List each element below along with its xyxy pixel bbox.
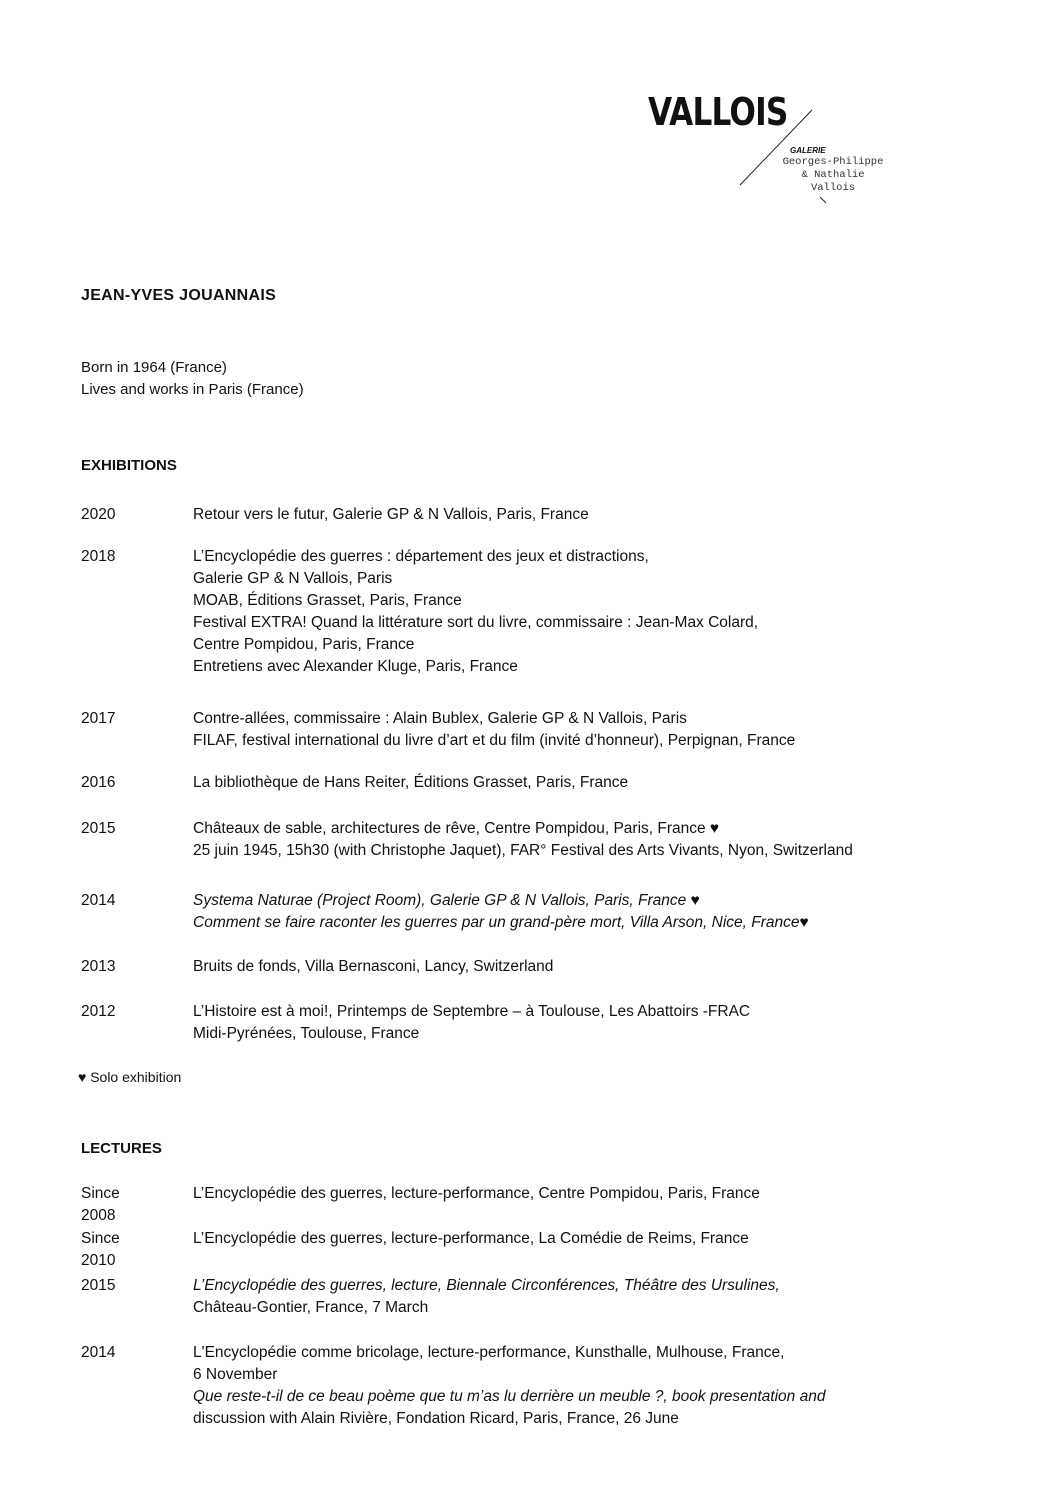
- bio-line: Born in 1964 (France): [81, 359, 227, 376]
- entry-lines: [193, 546, 758, 678]
- entry-line: L’Encyclopédie des guerres : département des jeux et distractions,: [193, 548, 649, 565]
- artist-bio: [81, 357, 304, 401]
- logo-slash-lines: [640, 90, 900, 220]
- entry-line: Centre Pompidou, Paris, France: [193, 636, 415, 653]
- lectures-heading: LECTURES: [81, 1140, 162, 1157]
- entry-line: discussion with Alain Rivière, Fondation Ricard, Paris, France, 26 June: [193, 1410, 679, 1427]
- entry-line: L’Encyclopédie des guerres, lecture-performance, La Comédie de Reims, France: [193, 1230, 749, 1247]
- entry-year: Since 2008: [81, 1185, 120, 1224]
- logo-gallery-names: [778, 156, 888, 195]
- entry-lines: [193, 1342, 825, 1430]
- entry-lines: [193, 818, 853, 862]
- entry-line: Galerie GP & N Vallois, Paris: [193, 570, 393, 587]
- entry-line: Château-Gontier, France, 7 March: [193, 1299, 429, 1316]
- entry-line: 25 juin 1945, 15h30 (with Christophe Jaquet), FAR° Festival des Arts Vivants, Nyon, Switzerland: [193, 842, 853, 859]
- entry-line: Bruits de fonds, Villa Bernasconi, Lancy, Switzerland: [193, 958, 554, 975]
- entry-line: 6 November: [193, 1366, 278, 1383]
- entry-year: 2017: [81, 710, 116, 727]
- entry-year: 2020: [81, 506, 116, 523]
- entry-lines: [193, 504, 589, 526]
- entry-lines: [193, 1228, 749, 1250]
- entry-line: Châteaux de sable, architectures de rêve, Centre Pompidou, Paris, France ♥: [193, 820, 720, 837]
- entry-line: L'Encyclopédie comme bricolage, lecture-performance, Kunsthalle, Mulhouse, France,: [193, 1344, 785, 1361]
- entry-line: Comment se faire raconter les guerres par un grand-père mort, Villa Arson, Nice, France♥: [193, 914, 809, 931]
- entry-year: 2012: [81, 1003, 116, 1020]
- entry-line: FILAF, festival international du livre d’art et du film (invité d’honneur), Perpignan, France: [193, 732, 796, 749]
- logo-brand: VALLOIS: [648, 90, 788, 134]
- entry-year: 2014: [81, 892, 116, 909]
- entry-line: MOAB, Éditions Grasset, Paris, France: [193, 592, 462, 609]
- entry-line: Entretiens avec Alexander Kluge, Paris, France: [193, 658, 518, 675]
- entry-line: L’Histoire est à moi!, Printemps de Septembre – à Toulouse, Les Abattoirs -FRAC: [193, 1003, 751, 1020]
- entry-line: Contre-allées, commissaire : Alain Bublex, Galerie GP & N Vallois, Paris: [193, 710, 687, 727]
- entry-lines: [193, 890, 809, 934]
- entry-line: Festival EXTRA! Quand la littérature sort du livre, commissaire : Jean-Max Colard,: [193, 614, 759, 631]
- entry-line: Retour vers le futur, Galerie GP & N Vallois, Paris, France: [193, 506, 589, 523]
- entry-line: L’Encyclopédie des guerres, lecture, Biennale Circonférences, Théâtre des Ursulines,: [193, 1277, 780, 1294]
- entry-line: Midi-Pyrénées, Toulouse, France: [193, 1025, 420, 1042]
- entry-lines: [193, 1001, 750, 1045]
- gallery-logo: [640, 90, 900, 220]
- entry-line: Systema Naturae (Project Room), Galerie GP & N Vallois, Paris, France ♥: [193, 892, 700, 909]
- entry-lines: [193, 1275, 780, 1319]
- logo-galerie-label: GALERIE: [790, 146, 826, 155]
- entry-lines: [193, 708, 795, 752]
- entry-lines: [193, 772, 628, 794]
- entry-year: 2018: [81, 548, 116, 565]
- entry-lines: [193, 956, 553, 978]
- logo-name-line: Georges-Philippe: [782, 156, 884, 168]
- exhibitions-heading: EXHIBITIONS: [81, 457, 177, 474]
- entry-year: 2016: [81, 774, 116, 791]
- entry-year: 2015: [81, 820, 116, 837]
- solo-exhibition-note: ♥ Solo exhibition: [78, 1069, 182, 1085]
- logo-name-line: & Nathalie: [801, 169, 865, 181]
- entry-year: 2014: [81, 1344, 116, 1361]
- entry-line: La bibliothèque de Hans Reiter, Éditions Grasset, Paris, France: [193, 774, 629, 791]
- entry-line: Que reste-t-il de ce beau poème que tu m’as lu derrière un meuble ?, book presentation and: [193, 1388, 826, 1405]
- entry-line: L’Encyclopédie des guerres, lecture-performance, Centre Pompidou, Paris, France: [193, 1185, 760, 1202]
- entry-year: 2015: [81, 1277, 116, 1294]
- artist-name: JEAN-YVES JOUANNAIS: [81, 287, 277, 304]
- bio-line: Lives and works in Paris (France): [81, 381, 304, 398]
- entry-year: 2013: [81, 958, 116, 975]
- entry-year: Since 2010: [81, 1230, 120, 1269]
- logo-name-line: Vallois: [810, 182, 856, 194]
- entry-lines: [193, 1183, 760, 1205]
